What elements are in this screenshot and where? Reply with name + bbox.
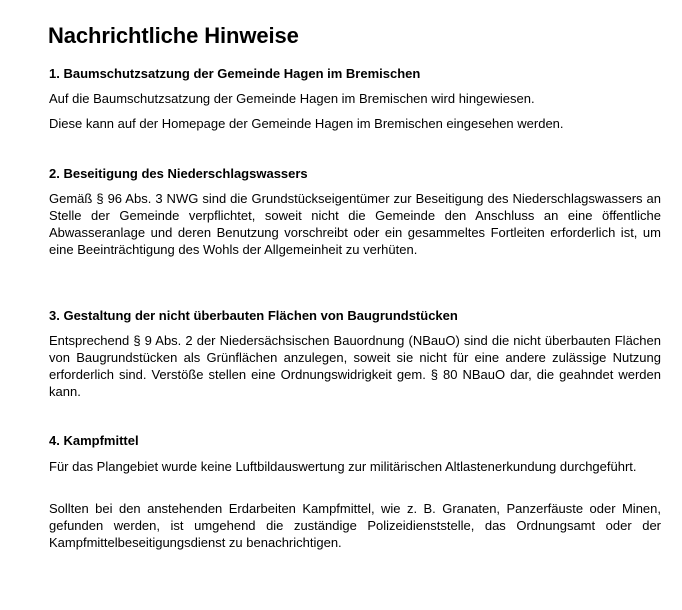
section-1-paragraph-2: Diese kann auf der Homepage der Gemeinde Hagen im Bremischen eingesehen werden. bbox=[49, 116, 564, 131]
section-4-paragraph-1: Für das Plangebiet wurde keine Luftbildauswertung zur militärischen Altlastenerkundung durchgeführt. bbox=[49, 459, 637, 474]
page-title: Nachrichtliche Hinweise bbox=[48, 23, 299, 48]
section-heading-4: 4. Kampfmittel bbox=[49, 433, 139, 448]
section-heading-3: 3. Gestaltung der nicht überbauten Flächen von Baugrundstücken bbox=[49, 308, 458, 323]
section-4-paragraph-2: Sollten bei den anstehenden Erdarbeiten Kampfmittel, wie z. B. Granaten, Panzerfäuste oder Minen, gefunden werden, ist umgehend die zuständige Polizeidienststelle, das Ordnungsamt oder der Kampfmittelbeseitigungsdienst zu benachrichtigen. bbox=[49, 501, 661, 550]
section-2-paragraph-1: Gemäß § 96 Abs. 3 NWG sind die Grundstückseigentümer zur Beseitigung des Niederschlagswassers an Stelle der Gemeinde verpflichtet, soweit nicht die Gemeinde den Anschluss an eine öffentliche Abwasseranlage und deren Benutzung vorschreibt oder ein gesammeltes Fortleiten erforderlich ist, um eine Beeinträchtigung des Wohls der Allgemeinheit zu verhüten. bbox=[49, 191, 661, 257]
section-1-paragraph-1: Auf die Baumschutzsatzung der Gemeinde Hagen im Bremischen wird hingewiesen. bbox=[49, 91, 535, 106]
section-3-paragraph-1: Entsprechend § 9 Abs. 2 der Niedersächsischen Bauordnung (NBauO) sind die nicht überbauten Flächen von Baugrundstücken als Grünflächen anzulegen, soweit sie nicht für eine andere zulässige Nutzung erforderlich sind. Verstöße stellen eine Ordnungswidrigkeit gem. § 80 NBauO dar, die geahndet werden kann. bbox=[49, 333, 661, 399]
section-heading-1: 1. Baumschutzsatzung der Gemeinde Hagen im Bremischen bbox=[49, 66, 421, 81]
section-heading-2: 2. Beseitigung des Niederschlagswassers bbox=[49, 166, 308, 181]
